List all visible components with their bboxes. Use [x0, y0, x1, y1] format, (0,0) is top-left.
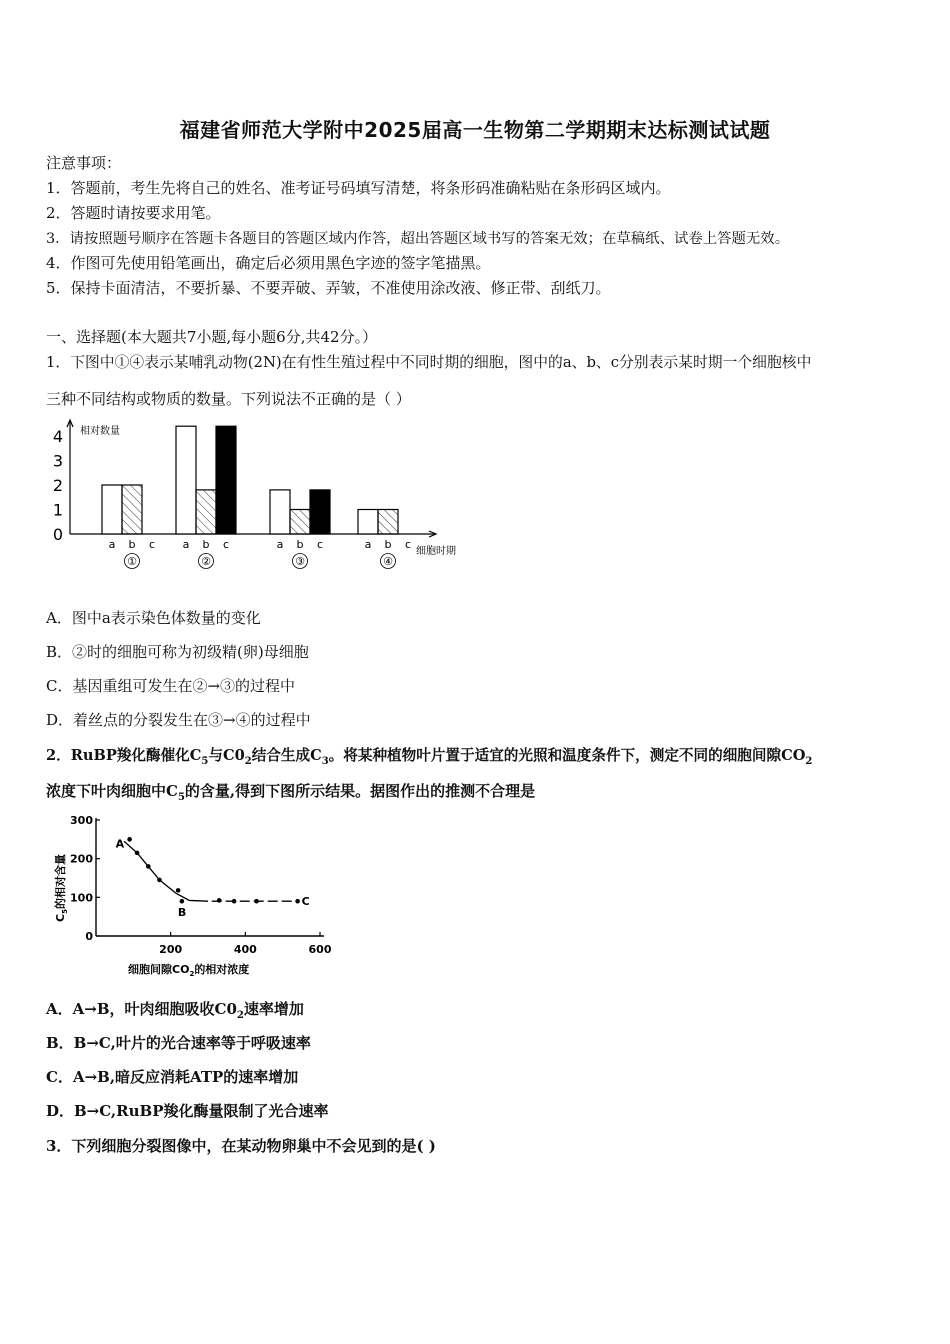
question-2-line: 2．RuBP羧化酶催化$C_5$与$C0_2$结合生成$C_3$。将某种植物叶片置于适宜的光照和温度条件下，测定不同的细胞间隙$CO_2$ — [46, 747, 813, 767]
bar-a — [176, 426, 196, 534]
period-label: ④ — [383, 555, 393, 568]
y-tick-label: 2 — [52, 476, 64, 495]
data-curve — [124, 841, 208, 901]
bar-b — [122, 485, 142, 534]
bar-a — [102, 485, 122, 534]
option-c: C．A→B,暗反应消耗ATP的速率增加 — [46, 1068, 299, 1086]
bar-b — [196, 490, 216, 534]
data-point — [146, 864, 151, 869]
bar-category-letter: b — [202, 538, 210, 551]
y-axis-label: $C_5$的相对含量 — [54, 854, 69, 922]
bar-c — [216, 426, 236, 534]
bar-c — [310, 490, 330, 534]
question-1-line: 1．下图中①④表示某哺乳动物(2N)在有性生殖过程中不同时期的细胞，图中的a、b、c分别表示某时期一个细胞核中 — [46, 354, 812, 371]
y-tick-label: 0 — [85, 930, 93, 943]
bar-category-letter: a — [108, 538, 116, 551]
bar-category-letter: c — [222, 538, 230, 551]
data-point — [295, 899, 300, 904]
bar-category-letter: a — [182, 538, 190, 551]
point-label-a: A — [115, 837, 125, 851]
data-point — [127, 837, 132, 842]
option-b: B．B→C,叶片的光合速率等于呼吸速率 — [46, 1034, 311, 1052]
y-tick-label: 0 — [52, 525, 64, 544]
question-1-line: 三种不同结构或物质的数量。下列说法不正确的是（ ） — [46, 390, 411, 408]
y-axis-label: 相对数量 — [80, 426, 120, 437]
bar-category-letter: a — [364, 538, 372, 551]
question-3-line: 3．下列细胞分裂图像中，在某动物卵巢中不会见到的是( ) — [46, 1137, 436, 1155]
data-point — [254, 899, 259, 904]
option-b: B．②时的细胞可称为初级精(卵)母细胞 — [46, 643, 309, 661]
notice-item: 1．答题前，考生先将自己的姓名、准考证号码填写清楚，将条形码准确粘贴在条形码区域内。 — [46, 179, 671, 197]
data-point — [180, 899, 185, 904]
x-tick-label: 400 — [233, 943, 257, 956]
x-tick-label: 600 — [308, 943, 332, 956]
y-tick-label: 1 — [52, 500, 64, 520]
data-point — [157, 878, 162, 883]
option-c: C．基因重组可发生在②→③的过程中 — [46, 677, 296, 695]
point-label-c: C — [301, 895, 310, 909]
bar-a — [270, 490, 290, 534]
period-label: ① — [127, 555, 137, 568]
option-a: A．图中a表示染色体数量的变化 — [46, 609, 261, 627]
notice-item: 2．答题时请按要求用笔。 — [46, 204, 221, 222]
x-axis-label: 细胞间隙$CO_2$的相对浓度 — [128, 963, 250, 978]
option-a: A．A→B，叶肉细胞吸收$C0_2$速率增加 — [46, 1000, 304, 1021]
option-d: D．着丝点的分裂发生在③→④的过程中 — [46, 711, 311, 729]
data-point — [232, 899, 237, 904]
question-2-line: 浓度下叶肉细胞中$C_5$的含量,得到下图所示结果。据图作出的推测不合理是 — [46, 782, 536, 803]
page-title: 福建省师范大学附中2025届高一生物第二学期期末达标测试试题 — [179, 118, 771, 142]
option-d: D．B→C,RuBP羧化酶量限制了光合速率 — [46, 1102, 329, 1120]
notice-item: 4．作图可先使用铅笔画出，确定后必须用黑色字迹的签字笔描黑。 — [46, 254, 491, 272]
bar-chart — [46, 418, 466, 578]
y-tick-label: 100 — [70, 891, 93, 905]
period-label: ③ — [295, 555, 305, 568]
bar-b — [290, 510, 310, 535]
bar-category-letter: c — [148, 538, 156, 551]
bar-a — [358, 510, 378, 535]
bar-category-letter: a — [276, 538, 284, 551]
notice-item: 3．请按照题号顺序在答题卡各题目的答题区域内作答，超出答题区域书写的答案无效；在草稿纸、试卷上答题无效。 — [46, 231, 790, 247]
section-heading: 一、选择题(本大题共7小题,每小题6分,共42分。） — [46, 328, 378, 346]
notice-heading: 注意事项： — [46, 154, 122, 172]
notice-item: 5．保持卡面清洁，不要折暴、不要弄破、弄皱，不准使用涂改液、修正带、刮纸刀。 — [46, 279, 611, 297]
bar-b — [378, 510, 398, 535]
data-point — [176, 888, 181, 893]
x-axis-label: 细胞时期 — [416, 546, 456, 557]
x-tick-label: 200 — [159, 943, 183, 956]
line-chart — [46, 810, 346, 986]
bar-category-letter: b — [128, 538, 136, 551]
point-label-b: B — [177, 906, 187, 920]
bar-category-letter: c — [316, 538, 324, 551]
y-tick-label: 200 — [70, 852, 93, 866]
y-tick-label: 3 — [52, 451, 64, 471]
y-tick-label: 4 — [52, 427, 64, 446]
period-label: ② — [201, 555, 211, 568]
y-tick-label: 300 — [70, 814, 93, 827]
data-point — [217, 898, 222, 903]
bar-category-letter: b — [384, 538, 392, 551]
data-point — [135, 851, 140, 856]
bar-category-letter: b — [296, 538, 304, 551]
bar-category-letter: c — [404, 538, 412, 551]
